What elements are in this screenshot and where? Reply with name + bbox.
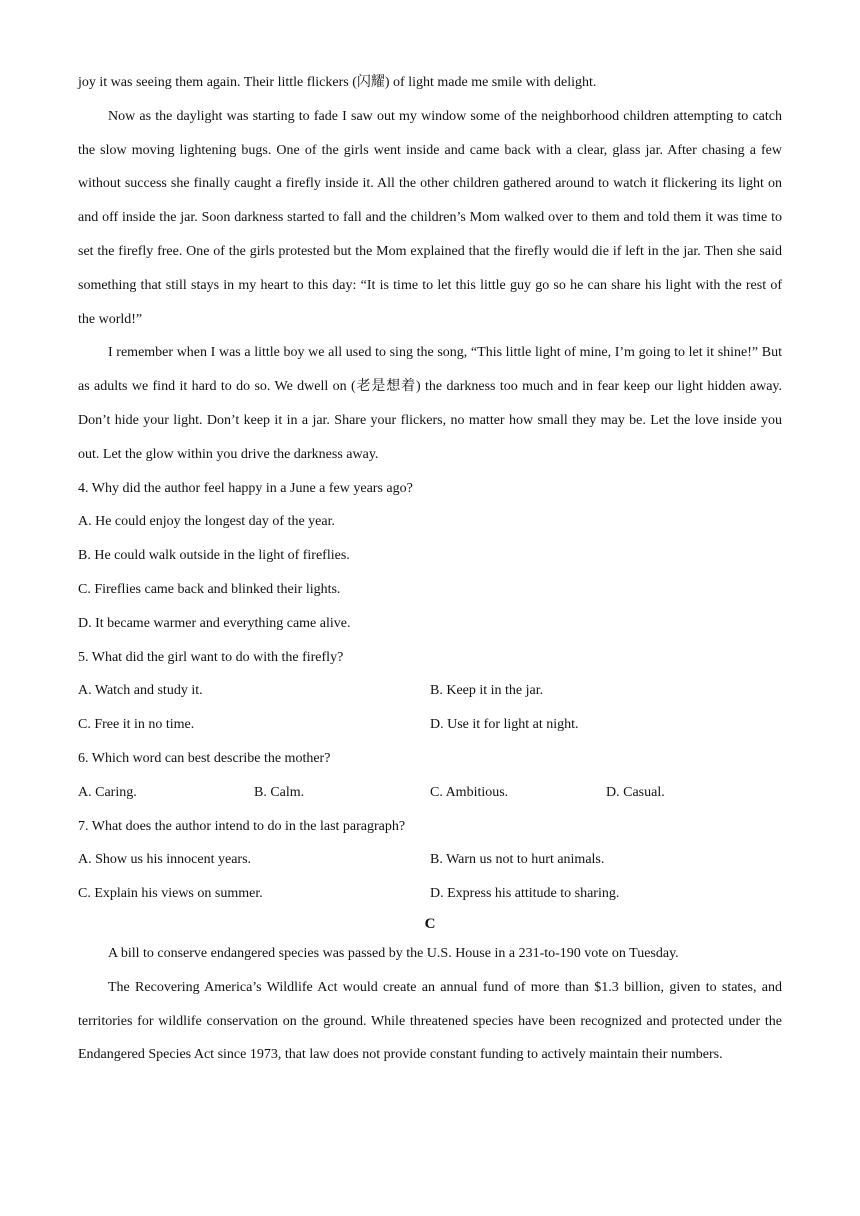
- options-grid: [78, 776, 782, 810]
- section-c-paragraph-2: The Recovering America’s Wildlife Act would create an annual fund of more than $1.3 billion, given to states, and territories for wildlife conservation on the ground. While threatened species have been recognized and protected under the Endangered Species Act since 1973, that law does not provide constant funding to actively maintain their numbers.: [78, 979, 782, 1063]
- question-stem: 4. Why did the author feel happy in a June a few years ago?: [78, 480, 413, 496]
- passage-b-paragraph-2: Now as the daylight was starting to fade I saw out my window some of the neighborhood children attempting to catch the slow moving lightening bugs. One of the girls went inside and came back with a clear, glass jar. After chasing a few without success she finally caught a firefly inside it. All the other children gathered around to watch it flickering its light on and off inside the jar. Soon darkness started to fall and the children’s Mom walked over to them and told them it was time to set the firefly free. One of the girls protested but the Mom explained that the firefly would die if left in the jar. Then she said something that still stays in my heart to this day: “It is time to let this little guy go so he can share his light with the rest of the world!”: [78, 108, 782, 327]
- options-grid: [78, 843, 782, 911]
- question-stem: 7. What does the author intend to do in the last paragraph?: [78, 818, 406, 834]
- passage-b-paragraph-continued: joy it was seeing them again. Their little flickers (闪耀) of light made me smile with delight.: [78, 75, 597, 90]
- section-c-paragraph-1: A bill to conserve endangered species was passed by the U.S. House in a 231-to-190 vote on Tuesday.: [108, 945, 679, 961]
- question-7: [78, 810, 782, 911]
- question-5: [78, 641, 782, 742]
- option-d: D. Use it for light at night.: [430, 717, 579, 733]
- option-c: C. Ambitious.: [430, 784, 509, 800]
- option-c: C. Fireflies came back and blinked their lights.: [78, 581, 341, 597]
- question-stem: 6. Which word can best describe the mother?: [78, 750, 331, 766]
- question-stem: 5. What did the girl want to do with the firefly?: [78, 649, 344, 665]
- options-grid: [78, 674, 782, 742]
- option-a: A. Caring.: [78, 784, 137, 800]
- document-page: [78, 66, 782, 1072]
- question-4: [78, 472, 782, 641]
- option-b: B. Keep it in the jar.: [430, 683, 544, 699]
- passage-b-paragraph-3: I remember when I was a little boy we all used to sing the song, “This little light of mine, I’m going to let it shine!” But as adults we find it hard to do so. We dwell on (老是想着) the darkness too much and in fear keep our light hidden away. Don’t hide your light. Don’t keep it in a jar. Share your flickers, no matter how small they may be. Let the love inside you out. Let the glow within you drive the darkness away.: [78, 345, 782, 462]
- option-a: A. Watch and study it.: [78, 683, 203, 699]
- section-c-heading: C: [424, 915, 436, 932]
- option-a: A. Show us his innocent years.: [78, 852, 252, 868]
- option-b: B. Calm.: [254, 784, 305, 800]
- option-d: D. Casual.: [606, 784, 665, 800]
- option-c: C. Free it in no time.: [78, 717, 195, 733]
- option-b: B. He could walk outside in the light of fireflies.: [78, 548, 350, 564]
- option-d: D. It became warmer and everything came alive.: [78, 615, 351, 631]
- option-b: B. Warn us not to hurt animals.: [430, 852, 605, 868]
- question-6: [78, 742, 782, 810]
- option-d: D. Express his attitude to sharing.: [430, 886, 620, 902]
- option-c: C. Explain his views on summer.: [78, 886, 263, 902]
- option-a: A. He could enjoy the longest day of the year.: [78, 514, 335, 530]
